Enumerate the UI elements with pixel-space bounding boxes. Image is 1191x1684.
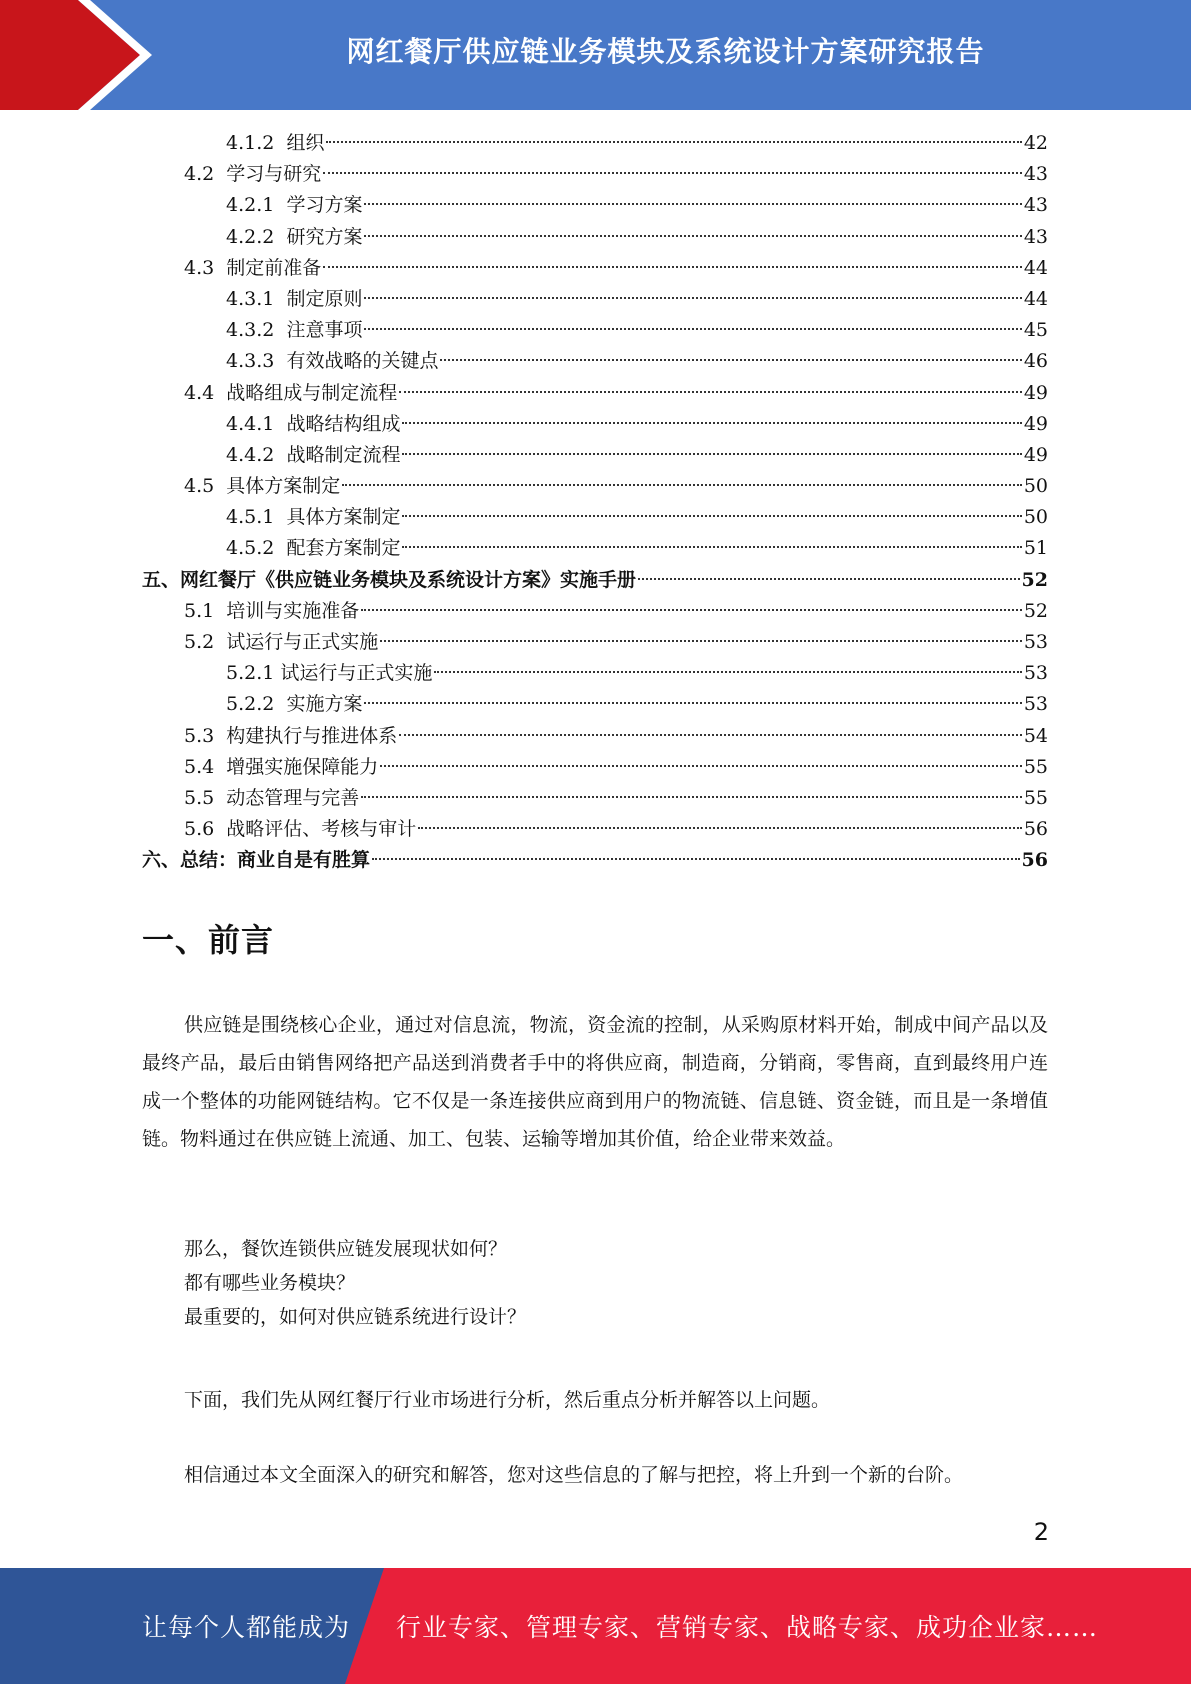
toc-entry-page: 56 [1021,849,1048,872]
toc-entry-page: 43 [1023,163,1048,186]
toc-entry-title: 战略结构组成 [286,412,401,435]
toc-entry-number: 4.2.2 [226,225,287,248]
toc-entry[interactable] [142,471,1048,502]
toc-entry-number: 4.4.2 [226,443,287,466]
toc-entry-page: 49 [1023,443,1048,466]
toc-entry-page: 44 [1023,256,1048,279]
toc-entry[interactable] [142,284,1048,315]
toc-dot-leader [364,203,1021,205]
toc-entry-number: 4.5.2 [226,537,287,560]
body-paragraph: 下面，我们先从网红餐厅行业市场进行分析，然后重点分析并解答以上问题。 [184,1389,831,1411]
toc-dot-leader [364,328,1021,330]
footer-banner [0,1568,1191,1684]
toc-entry-page: 49 [1023,412,1048,435]
toc-dot-leader [440,359,1021,361]
toc-entry[interactable] [142,845,1048,876]
toc-dot-leader [361,796,1022,798]
toc-entry[interactable] [142,721,1048,752]
toc-entry-title: 制定原则 [286,287,363,310]
toc-entry-page: 55 [1023,755,1048,778]
toc-entry-page: 49 [1023,381,1048,404]
question-line: 最重要的，如何对供应链系统进行设计？ [184,1306,527,1328]
toc-dot-leader [399,734,1022,736]
toc-entry-page: 46 [1023,350,1048,373]
toc-entry-page: 53 [1023,662,1048,685]
toc-entry-title: 战略组成与制定流程 [226,381,398,404]
toc-entry[interactable] [142,658,1048,689]
toc-entry-page: 53 [1023,631,1048,653]
toc-entry[interactable] [142,502,1048,533]
table-of-contents [142,128,1048,877]
toc-entry-number: 5.5 [184,786,227,809]
toc-dot-leader [323,266,1022,268]
toc-dot-leader [402,546,1021,548]
toc-entry-title: 注意事项 [286,319,363,342]
chevron-arrow-icon [0,0,160,110]
toc-entry-title: 学习方案 [286,194,363,217]
toc-entry-page: 42 [1023,132,1048,154]
toc-entry-title: 制定前准备 [226,256,322,279]
toc-entry[interactable] [142,128,1048,159]
toc-dot-leader [380,640,1022,642]
toc-entry-page: 54 [1023,724,1048,747]
toc-dot-leader [399,391,1022,393]
toc-dot-leader [372,858,1020,860]
toc-entry-number: 5.6 [184,818,227,841]
toc-entry-page: 50 [1023,475,1048,498]
toc-entry-number: 4.2.1 [226,194,287,217]
toc-entry-title: 研究方案 [286,225,363,248]
toc-entry-page: 43 [1023,225,1048,248]
footer-slogan-left: 让每个人都能成为 [142,1613,351,1642]
toc-entry[interactable] [142,533,1048,564]
toc-dot-leader [364,702,1021,704]
toc-entry-title: 六、总结：商业自是有胜算 [142,849,371,872]
toc-entry-number: 5.4 [184,755,227,778]
toc-entry[interactable] [142,159,1048,190]
toc-entry-number: 4.5.1 [226,506,287,529]
toc-entry[interactable] [142,190,1048,221]
toc-entry-page: 53 [1023,693,1048,716]
toc-entry-number: 4.1.2 [226,132,287,154]
intro-paragraph: 供应链是围绕核心企业，通过对信息流，物流，资金流的控制，从采购原材料开始，制成中间产品以及最终产品，最后由销售网络把产品送到消费者手中的将供应商，制造商，分销商，零售商，直到最终用户连成一个整体的功能网链结构。它不仅是一条连接供应商到用户的物流链、信息链、资金链，而且是一条增值链。物料通过在供应链上流通、加工、包装、运输等增加其价值，给企业带来效益。 [142,1014,1048,1150]
toc-entry[interactable] [142,222,1048,253]
toc-entry[interactable] [142,440,1048,471]
toc-entry[interactable] [142,689,1048,720]
toc-entry[interactable] [142,253,1048,284]
toc-entry-title: 实施方案 [286,693,363,716]
header-banner [0,0,1191,110]
toc-entry-page: 52 [1021,568,1048,591]
toc-entry-number: 5.1 [184,599,227,622]
toc-entry[interactable] [142,752,1048,783]
toc-entry-number: 4.5 [184,475,227,498]
toc-entry-page: 44 [1023,287,1048,310]
toc-entry-page: 56 [1023,818,1048,841]
toc-dot-leader [364,297,1021,299]
toc-dot-leader [402,422,1021,424]
toc-entry-title: 学习与研究 [226,163,322,186]
toc-entry[interactable] [142,315,1048,346]
toc-entry-title: 组织 [286,132,325,154]
toc-dot-leader [402,515,1021,517]
toc-entry-title: 具体方案制定 [286,506,401,529]
toc-dot-leader [326,141,1021,143]
toc-entry-title: 增强实施保障能力 [226,755,379,778]
toc-entry-number: 4.3.2 [226,319,287,342]
question-line: 那么，餐饮连锁供应链发展现状如何？ [184,1238,508,1260]
toc-entry-number: 4.4.1 [226,412,287,435]
toc-entry-number: 5.2.2 [226,693,287,716]
toc-entry-title: 战略评估、考核与审计 [226,818,417,841]
toc-entry[interactable] [142,346,1048,377]
document-title: 网红餐厅供应链业务模块及系统设计方案研究报告 [346,35,985,68]
toc-entry-number: 4.3.1 [226,287,287,310]
toc-entry-title: 培训与实施准备 [226,599,360,622]
toc-entry-number: 4.2 [184,163,227,186]
toc-entry-title: 战略制定流程 [286,443,401,466]
toc-entry-page: 43 [1023,194,1048,217]
question-line: 都有哪些业务模块？ [184,1272,356,1294]
toc-entry[interactable] [142,783,1048,814]
section-heading: 一、前言 [142,921,275,959]
toc-entry-title: 构建执行与推进体系 [226,724,398,747]
toc-dot-leader [402,453,1021,455]
toc-dot-leader [364,235,1021,237]
toc-entry-number: 4.3 [184,256,227,279]
footer-slogan-right: 行业专家、管理专家、营销专家、战略专家、成功企业家…… [396,1613,1099,1642]
toc-entry-page: 51 [1023,537,1048,560]
toc-entry[interactable] [142,378,1048,409]
toc-entry-number: 4.4 [184,381,227,404]
toc-entry-title: 有效战略的关键点 [286,350,439,373]
toc-entry-title: 试运行与正式实施 [280,662,433,685]
toc-entry-number: 5.2 [184,631,227,653]
toc-entry-page: 55 [1023,786,1048,809]
toc-entry-title: 试运行与正式实施 [226,631,379,653]
toc-dot-leader [434,671,1021,673]
toc-dot-leader [361,609,1022,611]
toc-dot-leader [638,578,1020,580]
toc-entry-page: 52 [1023,599,1048,622]
toc-entry-title: 动态管理与完善 [226,786,360,809]
toc-dot-leader [342,484,1022,486]
toc-entry[interactable] [142,565,1048,596]
toc-dot-leader [380,765,1022,767]
toc-entry-title: 五、网红餐厅《供应链业务模块及系统设计方案》实施手册 [142,568,637,591]
page-number: 2 [1033,1518,1049,1546]
toc-entry[interactable] [142,409,1048,440]
toc-entry[interactable] [142,814,1048,845]
toc-entry-title: 配套方案制定 [286,537,401,560]
toc-entry[interactable] [142,627,1048,658]
toc-entry-number: 4.3.3 [226,350,287,373]
toc-entry-number: 5.3 [184,724,227,747]
toc-dot-leader [323,172,1022,174]
toc-dot-leader [418,827,1022,829]
toc-entry-number: 5.2.1 [226,662,281,685]
toc-entry-title: 具体方案制定 [226,475,341,498]
toc-entry[interactable] [142,596,1048,627]
body-paragraph: 相信通过本文全面深入的研究和解答，您对这些信息的了解与把控，将上升到一个新的台阶。 [184,1464,964,1486]
toc-entry-page: 50 [1023,506,1048,529]
toc-entry-page: 45 [1023,319,1048,342]
